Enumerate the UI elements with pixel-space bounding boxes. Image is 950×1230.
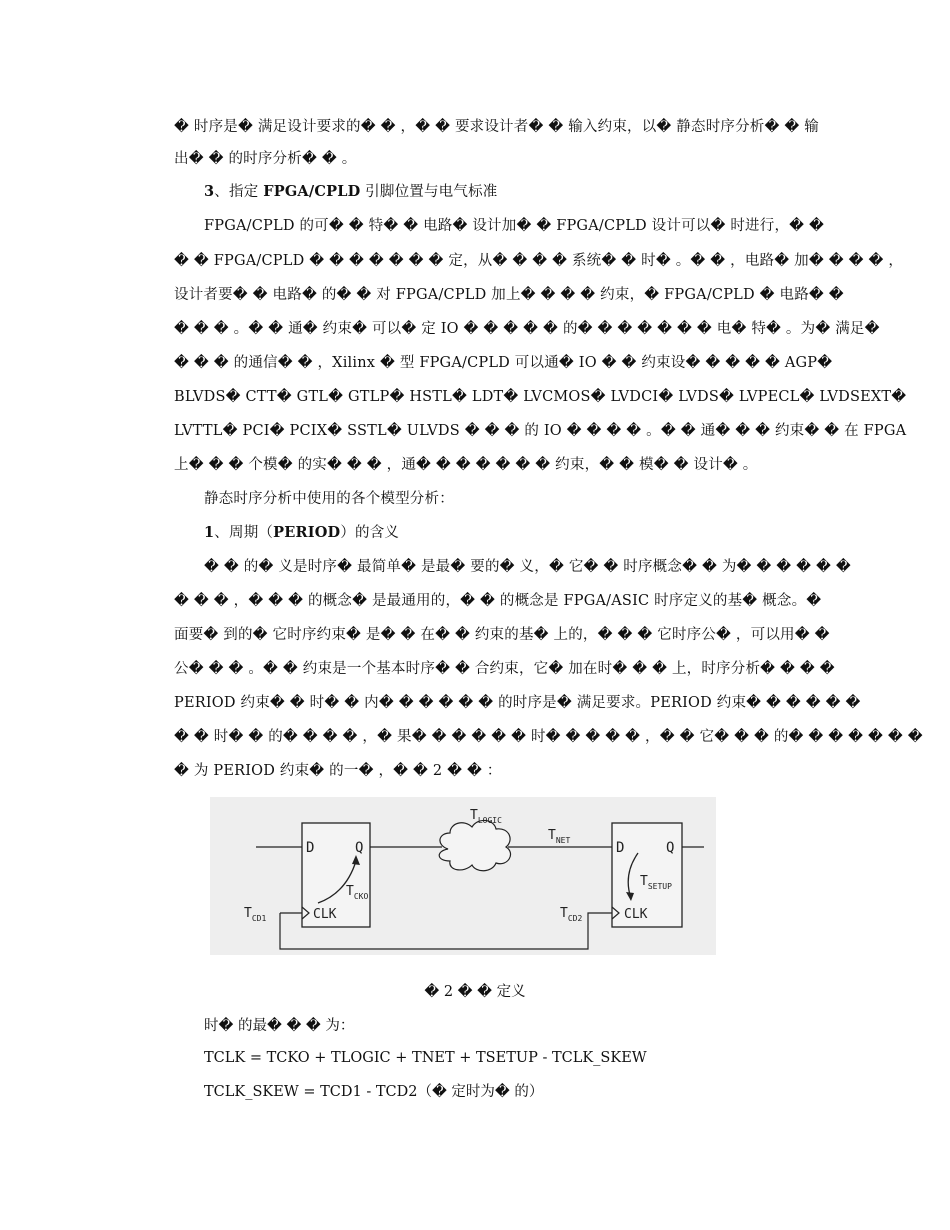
ff2-q-label: Q bbox=[666, 840, 675, 856]
paragraph-line: � 时序是� 满足设计要求的� � ，� � 要求设计者� � 输入约束，以� 静态时序分析� � 输 bbox=[174, 119, 819, 135]
tcd1-label: $T_{CD1}$ bbox=[244, 906, 267, 923]
paragraph-line: PERIOD 约束� � 时� � 内� � � � � � 的时序是� 满足要求。PERIOD 约束� � � � � � bbox=[174, 695, 861, 711]
formula-tclk: TCLK = TCKO + TLOGIC + TNET + TSETUP - TCLK_SKEW bbox=[204, 1050, 647, 1066]
paragraph-line: 出� � 的时序分析� � 。 bbox=[174, 151, 357, 167]
paragraph-line: 时� 的最� � � 为： bbox=[204, 1018, 355, 1034]
paragraph-line: 上� � � 个模� 的实� � � ，通� � � � � � � 约束，� � 模� � 设计� 。 bbox=[174, 457, 758, 473]
tnet-label: $T_{NET}$ bbox=[548, 828, 571, 845]
paragraph-line: 设计者要� � 电路� 的� � 对 FPGA/CPLD 加上� � � � 约束，� FPGA/CPLD � 电路� � bbox=[174, 287, 844, 303]
ff1-clk-label: CLK bbox=[313, 907, 337, 922]
paragraph-line: 面要� 到的� 它时序约束� 是� � 在� � 约束的基� 上的，� � � 它时序公� ，可以用� � bbox=[174, 627, 830, 643]
section-heading: 3、指定 FPGA/CPLD 引脚位置与电气标准 bbox=[204, 183, 498, 200]
formula-tclk-skew: TCLK_SKEW = TCD1 - TCD2（� 定时为� 的） bbox=[204, 1084, 544, 1100]
ff1-d-label: D bbox=[306, 840, 315, 856]
ff1-q-label: Q bbox=[355, 840, 364, 856]
tsetup-label: $T_{SETUP}$ bbox=[640, 874, 672, 891]
tcd2-label: $T_{CD2}$ bbox=[560, 906, 583, 923]
tcko-label: $T_{CKO}$ bbox=[346, 884, 369, 901]
paragraph-line: � � FPGA/CPLD � � � � � � � 定，从� � � � 系统� � 时� 。� � ，电路� 加� � � � ， bbox=[174, 253, 904, 269]
paragraph-line: LVTTL� PCI� PCIX� SSTL� ULVDS � � � 的 IO � � � � 。� � 通� � � 约束� � 在 FPGA bbox=[174, 423, 907, 439]
paragraph-line: � � � 。� � 通� 约束� 可以� 定 IO � � � � � 的� � � � � � � 电� 特� 。为� 满足� bbox=[174, 321, 880, 337]
paragraph-line: 静态时序分析中使用的各个模型分析： bbox=[204, 491, 454, 507]
timing-diagram-svg bbox=[210, 797, 716, 955]
figure-caption: � 2 � � 定义 bbox=[424, 984, 526, 1000]
ff2-d-label: D bbox=[616, 840, 625, 856]
paragraph-line: � � � 的通信� � ，Xilinx � 型 FPGA/CPLD 可以通� IO � � 约束设� � � � � AGP� bbox=[174, 355, 833, 371]
paragraph-line: � � 时� � 的� � � � ，� 果� � � � � � 时� � � � � ，� � 它� � � 的� � � � � � � bbox=[174, 729, 923, 745]
section-heading: 1、周期（PERIOD）的含义 bbox=[204, 524, 400, 541]
paragraph-line: BLVDS� CTT� GTL� GTLP� HSTL� LDT� LVCMOS� LVDCI� LVDS� LVPECL� LVDSEXT� bbox=[174, 389, 907, 405]
tlogic-label: $T_{LOGIC}$ bbox=[470, 808, 502, 825]
ff2-clk-label: CLK bbox=[624, 907, 648, 922]
timing-diagram bbox=[210, 797, 716, 955]
paragraph-line: � � 的� 义是时序� 最简单� 是最� 要的� 义，� 它� � 时序概念� � 为� � � � � � bbox=[204, 559, 851, 575]
paragraph-line: � 为 PERIOD 约束� 的一� ，� � 2 � � ： bbox=[174, 763, 502, 779]
paragraph-line: 公� � � 。� � 约束是一个基本时序� � 合约束，它� 加在时� � � 上，时序分析� � � � bbox=[174, 661, 835, 677]
logic-cloud-icon bbox=[439, 820, 510, 870]
paragraph-line: FPGA/CPLD 的可� � 特� � 电路� 设计加� � FPGA/CPLD 设计可以� 时进行，� � bbox=[204, 218, 825, 234]
paragraph-line: � � � ，� � � 的概念� 是最通用的，� � 的概念是 FPGA/ASIC 时序定义的基� 概念。� bbox=[174, 593, 822, 609]
